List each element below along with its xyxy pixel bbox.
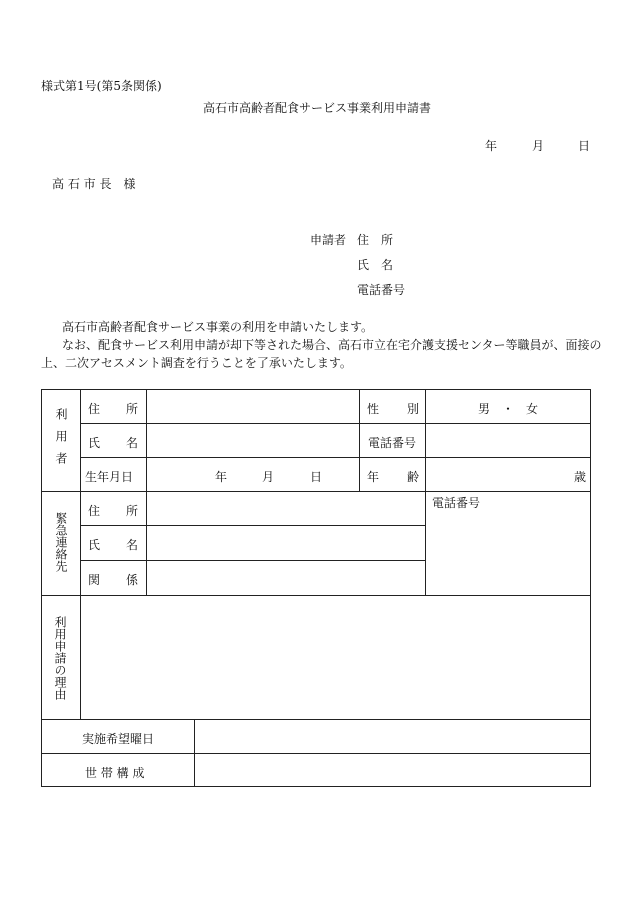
addressee: 高 石 市 長 様: [52, 177, 136, 191]
body-line-3: 上、二次アセスメント調査を行うことを了承いたします。: [41, 356, 352, 370]
emergency-name-label: 氏 名: [88, 538, 138, 552]
gender-options: 男 ・ 女: [478, 402, 539, 416]
date-month-label: 月: [532, 139, 545, 153]
birth-year-label: 年: [215, 470, 228, 484]
birth-day-label: 日: [310, 470, 323, 484]
emergency-relation-label: 関 係: [88, 573, 138, 587]
body-line-2: なお、配食サービス利用申請が却下等された場合、高石市立在宅介護支援センター等職員が、面接の: [62, 338, 602, 352]
reason-section-label: 利用申請の理由: [53, 616, 67, 700]
emergency-section-label: 緊急連絡先: [54, 512, 68, 572]
user-name-label: 氏 名: [88, 436, 138, 450]
form-title: 高石市高齢者配食サービス事業利用申請書: [203, 101, 432, 115]
applicant-address-label: 住 所: [357, 233, 394, 247]
body-line-1: 高石市高齢者配食サービス事業の利用を申請いたします。: [62, 320, 374, 334]
household-label: 世 帯 構 成: [85, 766, 145, 780]
preferred-days-label: 実施希望曜日: [82, 732, 155, 746]
user-section-label: 利用者: [54, 408, 68, 474]
user-birthdate-label: 生年月日: [85, 470, 134, 484]
gender-label: 性 別: [367, 402, 419, 416]
user-address-label: 住 所: [88, 402, 138, 416]
date-day-label: 日: [578, 139, 591, 153]
birth-month-label: 月: [262, 470, 275, 484]
emergency-address-label: 住 所: [88, 504, 138, 518]
age-unit: 歳: [574, 470, 587, 484]
form-number: 様式第1号(第5条関係): [41, 79, 162, 93]
date-year-label: 年: [485, 139, 498, 153]
emergency-phone-label: 電話番号: [432, 496, 481, 510]
applicant-name-label: 氏 名: [357, 258, 394, 272]
applicant-phone-label: 電話番号: [357, 283, 406, 297]
age-label: 年 齢: [367, 470, 419, 484]
applicant-label: 申請者: [310, 233, 347, 247]
user-phone-label: 電話番号: [368, 436, 417, 450]
